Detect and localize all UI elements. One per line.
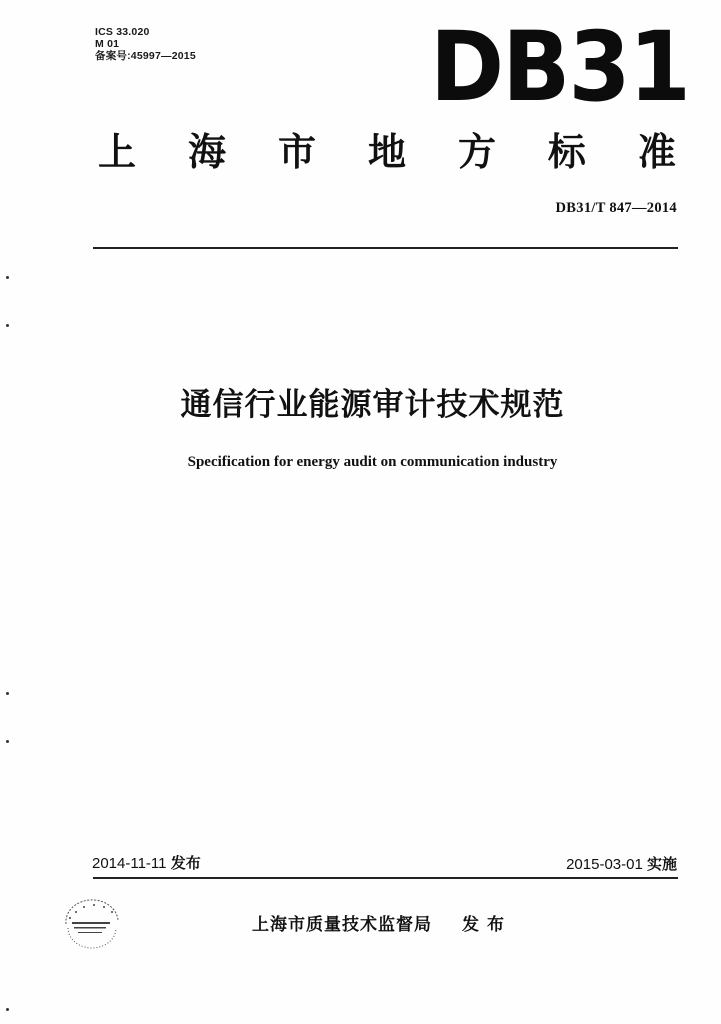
db31-logo: DB31 bbox=[430, 11, 689, 123]
filing-number: 备案号:45997—2015 bbox=[95, 50, 196, 62]
scan-speck bbox=[6, 276, 9, 279]
heading-char: 地 bbox=[367, 130, 406, 174]
title-english: Specification for energy audit on communication industry bbox=[187, 454, 558, 470]
scan-speck bbox=[6, 324, 9, 327]
heading-char: 市 bbox=[277, 130, 316, 174]
issue-date-line bbox=[92, 854, 201, 874]
heading-char: 海 bbox=[187, 130, 226, 174]
heading-char: 标 bbox=[547, 130, 586, 174]
top-divider bbox=[93, 247, 678, 249]
ccs-code: M 01 bbox=[95, 38, 120, 50]
heading-char: 方 bbox=[457, 130, 496, 174]
bottom-divider bbox=[93, 877, 678, 879]
implement-date-line bbox=[566, 855, 677, 875]
implement-date: 2015-03-01 bbox=[566, 856, 643, 873]
issue-date: 2014-11-11 bbox=[92, 855, 167, 872]
classification-block bbox=[95, 26, 196, 62]
ics-code: ICS 33.020 bbox=[95, 26, 150, 38]
scan-speck bbox=[6, 692, 9, 695]
issue-label: 发布 bbox=[170, 855, 201, 872]
standard-number: DB31/T 847—2014 bbox=[555, 200, 677, 216]
scan-speck bbox=[6, 740, 9, 743]
issuing-authority bbox=[252, 914, 512, 936]
scan-speck bbox=[6, 1008, 9, 1011]
issuer-action: 发布 bbox=[462, 915, 512, 935]
title-chinese: 通信行业能源审计技术规范 bbox=[180, 387, 565, 423]
heading-char: 上 bbox=[98, 130, 137, 174]
issuer-name: 上海市质量技术监督局 bbox=[252, 915, 432, 935]
official-seal-icon bbox=[58, 894, 126, 954]
implement-label: 实施 bbox=[646, 856, 677, 873]
standard-type-heading bbox=[98, 130, 676, 174]
heading-char: 准 bbox=[637, 130, 676, 174]
